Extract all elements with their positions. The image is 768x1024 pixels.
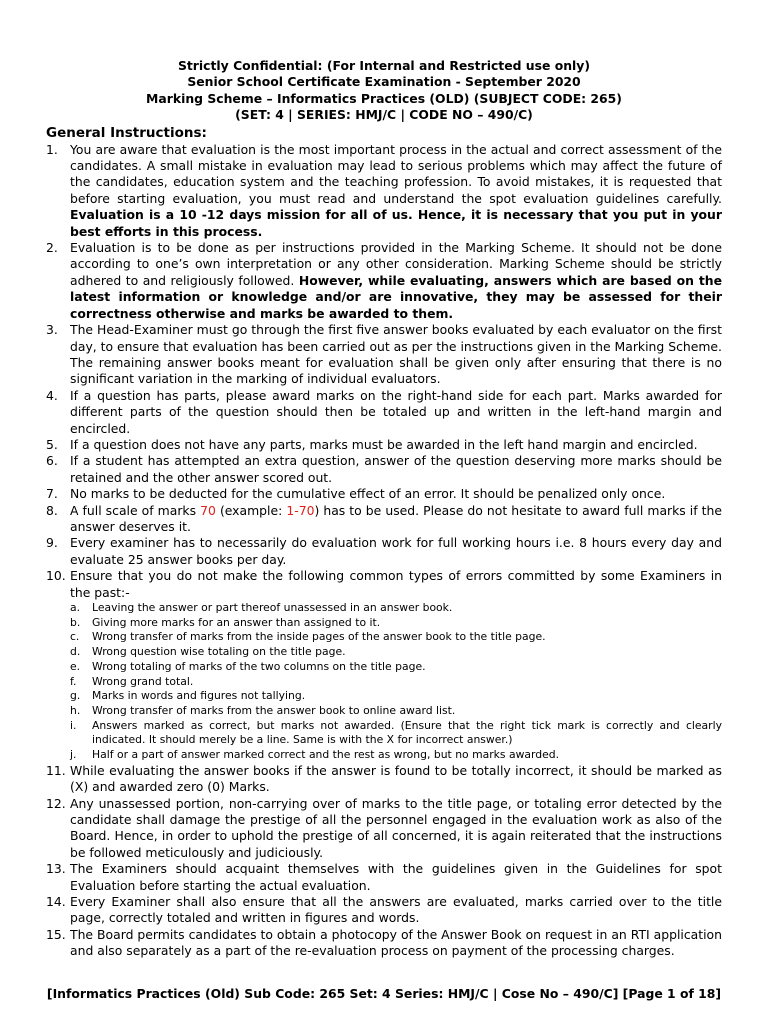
common-errors-list	[70, 601, 722, 763]
instruction-item: 10. Ensure that you do not make the following common types of errors committed by some Examiners in the past:- a. Leaving the answer or part thereof unassessed in an answer book. b. Giving more marks for an answer than assigned to it. c. Wrong transfer of marks from the inside pages of the answer book to the title page. d. Wrong question wise totaling on the title page. e. Wrong totaling of marks of the two columns on the title page. f. Wrong grand total. g. Marks in words and figures not tallying. h. Wrong transfer of marks from the answer book to online award list. i. Answers marked as correct, but marks not awarded. (Ensure that the right tick mark is correctly and clearly indicated. It should merely be a line. Same is with the X for incorrect answer.) j. Half or a part of answer marked correct and the rest as wrong, but no marks awarded.	[46, 568, 722, 762]
document-header	[46, 58, 722, 124]
error-item: a. Leaving the answer or part thereof unassessed in an answer book.	[70, 601, 453, 614]
error-item: f. Wrong grand total.	[70, 674, 194, 688]
instruction-item: 11. While evaluating the answer books if the answer is found to be totally incorrect, it should be marked as (X) and awarded zero (0) Marks.	[46, 762, 722, 795]
error-item: c. Wrong transfer of marks from the inside pages of the answer book to the title page.	[70, 630, 546, 644]
error-item: h. Wrong transfer of marks from the answer book to online award list.	[70, 703, 456, 717]
header-set: (SET: 4 | SERIES: HMJ/C | CODE NO – 490/C)	[235, 107, 533, 123]
instructions-list	[46, 142, 722, 960]
instruction-item: 12. Any unassessed portion, non-carrying over of marks to the title page, or totaling error detected by the candidate shall damage the prestige of all the personnel engaged in the evaluation work as also of the Board. Hence, in order to uphold the prestige of all concerned, it is again reiterated that the instructions be followed meticulously and judiciously.	[46, 795, 722, 860]
error-item: g. Marks in words and figures not tallying.	[70, 689, 306, 703]
marks-range-value: 1-70	[286, 502, 315, 518]
instruction-item: 3. The Head-Examiner must go through the first five answer books evaluated by each evaluator on the first day, to ensure that evaluation has been carried out as per the instructions given in the Marking Scheme. The remaining answer books meant for evaluation shall be given only after ensuring that there is no significant variation in the marking of individual evaluators.	[46, 322, 722, 387]
instruction-item: 14. Every Examiner shall also ensure that all the answers are evaluated, marks carried over to the title page, correctly totaled and written in figures and words.	[46, 893, 722, 926]
instruction-item: 8. A full scale of marks 70 (example: 1-70) has to be used. Please do not hesitate to award full marks if the answer deserves it.	[46, 502, 723, 534]
header-exam: Senior School Certificate Examination - September 2020	[187, 74, 581, 90]
header-confidential: Strictly Confidential: (For Internal and Restricted use only)	[177, 58, 591, 73]
page-footer: [Informatics Practices (Old) Sub Code: 265 Set: 4 Series: HMJ/C | Cose No – 490/C] [Page 1 of 18]	[46, 986, 722, 1001]
instruction-item: 2. Evaluation is to be done as per instructions provided in the Marking Scheme. It should not be done according to one’s own interpretation or any other consideration. Marking Scheme should be strictly adhered to and religiously followed. However, while evaluating, answers which are based on the latest information or knowledge and/or are innovative, they may be assessed for their correctness otherwise and marks be awarded to them.	[46, 240, 722, 321]
instruction-item: 15. The Board permits candidates to obtain a photocopy of the Answer Book on request in an RTI application and also separately as a part of the re-evaluation process on payment of the processing charges.	[46, 926, 722, 959]
error-item: d. Wrong question wise totaling on the title page.	[70, 645, 346, 659]
header-subject: Marking Scheme – Informatics Practices (OLD) (SUBJECT CODE: 265)	[146, 90, 622, 106]
general-instructions-title: General Instructions:	[46, 124, 207, 141]
document-page	[46, 58, 722, 960]
instruction-item: 4. If a question has parts, please award marks on the right-hand side for each part. Marks awarded for different parts of the question should then be totaled up and written in the left-hand margin and encircled.	[46, 387, 722, 436]
error-item: j. Half or a part of answer marked correct and the rest as wrong, but no marks awarded.	[70, 748, 560, 762]
error-item: e. Wrong totaling of marks of the two columns on the title page.	[70, 659, 426, 673]
instruction-item: 6. If a student has attempted an extra question, answer of the question deserving more marks should be retained and the other answer scored out.	[46, 453, 722, 485]
instruction-item: 13. The Examiners should acquaint themselves with the guidelines given in the Guidelines for spot Evaluation before starting the actual evaluation.	[46, 861, 722, 893]
instruction-item: 1. You are aware that evaluation is the most important process in the actual and correct assessment of the candidates. A small mistake in evaluation may lead to serious problems which may affect the future of the candidates, education system and the teaching profession. To avoid mistakes, it is requested that before starting evaluation, you must read and understand the spot evaluation guidelines carefully. Evaluation is a 10 -12 days mission for all of us. Hence, it is necessary that you put in your best efforts in this process.	[46, 141, 722, 239]
full-marks-value: 70	[200, 502, 216, 518]
error-item: i. Answers marked as correct, but marks not awarded. (Ensure that the right tick mark is correctly and clearly indicated. It should merely be a line. Same is with the X for incorrect answer.)	[70, 718, 722, 747]
instruction-item: 5. If a question does not have any parts, marks must be awarded in the left hand margin and encircled.	[46, 436, 698, 452]
error-item: b. Giving more marks for an answer than assigned to it.	[70, 615, 381, 629]
instruction-item: 7. No marks to be deducted for the cumulative effect of an error. It should be penalized only once.	[46, 486, 666, 502]
instruction-item: 9. Every examiner has to necessarily do evaluation work for full working hours i.e. 8 hours every day and evaluate 25 answer books per day.	[46, 535, 722, 567]
